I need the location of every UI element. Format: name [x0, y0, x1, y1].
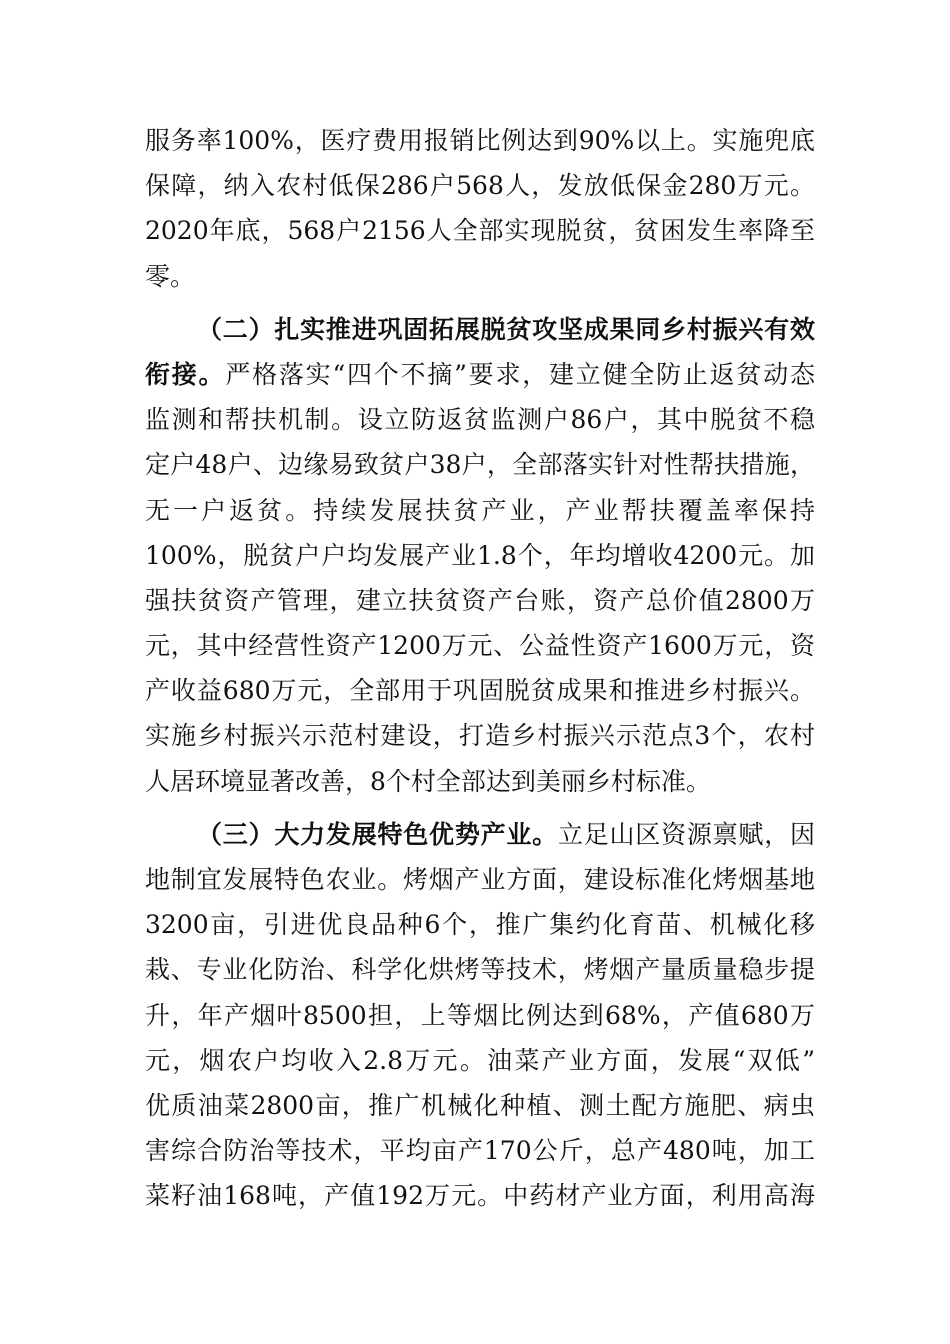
- text-line: 菜籽油168吨，产值192万元。中药材产业方面，利用高海: [145, 1181, 815, 1211]
- text-line: 害综合防治等技术，平均亩产170公斤，总产480吨，加工: [145, 1136, 815, 1166]
- text-line: 零。: [145, 261, 196, 291]
- document-body: [145, 118, 815, 1219]
- text-line: 强扶贫资产管理，建立扶贫资产台账，资产总价值2800万: [145, 585, 815, 615]
- text-line: 100%，脱贫户户均发展产业1.8个，年均增收4200元。加: [145, 540, 815, 570]
- section-heading-end: 衔接。: [145, 359, 226, 389]
- text-line: 无一户返贫。持续发展扶贫产业，产业帮扶覆盖率保持: [145, 495, 815, 525]
- text-line: [145, 352, 815, 397]
- paragraph-1: [145, 118, 815, 299]
- text-line-rest: 严格落实“四个不摘”要求，建立健全防止返贫动态: [225, 359, 815, 389]
- paragraph-gap: [145, 804, 815, 812]
- text-line: 人居环境显著改善，8个村全部达到美丽乡村标准。: [145, 766, 711, 796]
- text-line: 元，烟农户均收入2.8万元。油菜产业方面，发展“双低”: [145, 1045, 815, 1075]
- text-line: 实施乡村振兴示范村建设，打造乡村振兴示范点3个，农村: [145, 721, 815, 751]
- text-line: 优质油菜2800亩，推广机械化种植、测土配方施肥、病虫: [145, 1090, 815, 1120]
- text-line: 2020年底，568户2156人全部实现脱贫，贫困发生率降至: [145, 216, 815, 246]
- text-line: 定户48户、边缘易致贫户38户，全部落实针对性帮扶措施，: [145, 450, 815, 480]
- text-line: 元，其中经营性资产1200万元、公益性资产1600万元，资: [145, 631, 815, 661]
- paragraph-gap: [145, 299, 815, 307]
- text-line: 栽、专业化防治、科学化烘烤等技术，烤烟产量质量稳步提: [145, 955, 815, 985]
- text-line: 保障，纳入农村低保286户568人，发放低保金280万元。: [145, 171, 815, 201]
- paragraph-3: [145, 812, 815, 1219]
- text-line: 服务率100%，医疗费用报销比例达到90%以上。实施兜底: [145, 126, 815, 155]
- paragraph-2: [145, 307, 815, 804]
- section-heading: （三）大力发展特色优势产业。: [197, 819, 558, 849]
- section-heading: （二）扎实推进巩固拓展脱贫攻坚成果同乡村振兴有效: [197, 314, 815, 344]
- text-line: [145, 812, 815, 857]
- text-line: 产收益680万元，全部用于巩固脱贫成果和推进乡村振兴。: [145, 676, 815, 706]
- text-line: 地制宜发展特色农业。烤烟产业方面，建设标准化烤烟基地: [145, 865, 815, 894]
- text-line-rest: 立足山区资源禀赋，因: [557, 819, 815, 849]
- text-line: 3200亩，引进优良品种6个，推广集约化育苗、机械化移: [145, 910, 815, 940]
- text-line: 监测和帮扶机制。设立防返贫监测户86户，其中脱贫不稳: [145, 405, 815, 435]
- text-line: 升，年产烟叶8500担，上等烟比例达到68%，产值680万: [145, 1000, 815, 1030]
